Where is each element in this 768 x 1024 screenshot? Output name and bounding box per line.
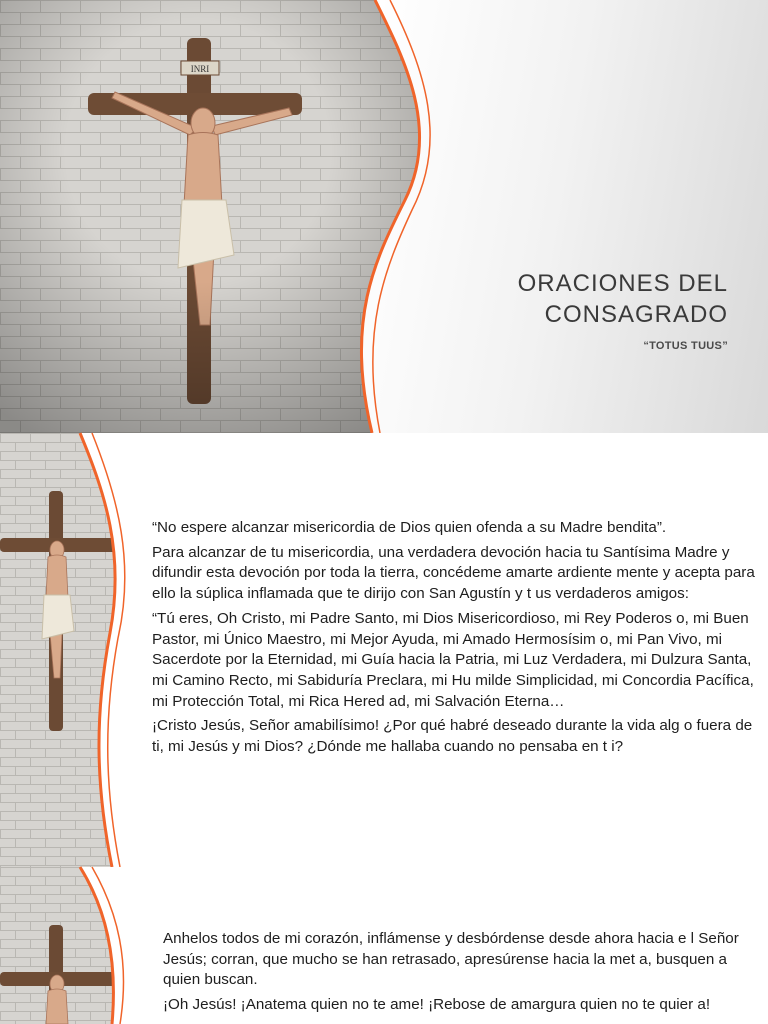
presentation-title <box>518 268 728 330</box>
prayer-paragraph: “No espere alcanzar misericordia de Dios quien ofenda a su Madre bendita”. <box>152 519 667 536</box>
crucifix-photo-small <box>0 867 140 1024</box>
title-line-2: CONSAGRADO <box>544 301 728 328</box>
prayer-body-continued <box>163 929 758 1020</box>
prayer-paragraph: Para alcanzar de tu misericordia, una verdadera devoción hacia tu Santísima Madre y difundir esta devoción por toda la tierra, concédeme amarte ardiente mente y acepta para ello la súplica inflamada que te dirijo con San Agustín y t us verdaderos amigos: <box>152 543 755 603</box>
title-line-1: ORACIONES DEL <box>517 270 728 297</box>
prayer-paragraph: ¡Oh Jesús! ¡Anatema quien no te ame! ¡Rebose de amargura quien no te quier a! <box>163 996 711 1014</box>
title-slide <box>0 0 768 433</box>
prayer-paragraph: ¡Cristo Jesús, Señor amabilísimo! ¿Por qué habré deseado durante la vida alg o fuera de ti, mi Jesús y mi Dios? ¿Dónde me hallaba cuando no pensaba en t i? <box>152 717 753 756</box>
prayer-paragraph: Anhelos todos de mi corazón, inflámense y desbórdense desde ahora hacia e l Señor Jesús; corran, que mucho se han retrasado, apresúrense hacia la met a, busquen a quien buscan. <box>163 930 739 989</box>
presentation-subtitle: “TOTUS TUUS” <box>643 340 728 352</box>
prayer-paragraph: “Tú eres, Oh Cristo, mi Padre Santo, mi Dios Misericordioso, mi Rey Poderos o, mi Buen Pastor, mi Único Maestro, mi Mejor Ayuda, mi Amado Hermosísim o, mi Pan Vivo, mi Sacerdote por la Eternidad, mi Guía hacia la Patria, mi Luz Verdadera, mi Dulzura Santa, mi Camino Recto, mi Sabiduría Preclara, mi Hu milde Simplicidad, mi Concordia Pacífica, mi Protección Total, mi Rica Hered ad, mi Salvación Eterna… <box>152 609 754 710</box>
crucifix-photo <box>0 0 440 433</box>
crucifix-photo-small <box>0 433 140 867</box>
prayer-body <box>152 518 760 762</box>
